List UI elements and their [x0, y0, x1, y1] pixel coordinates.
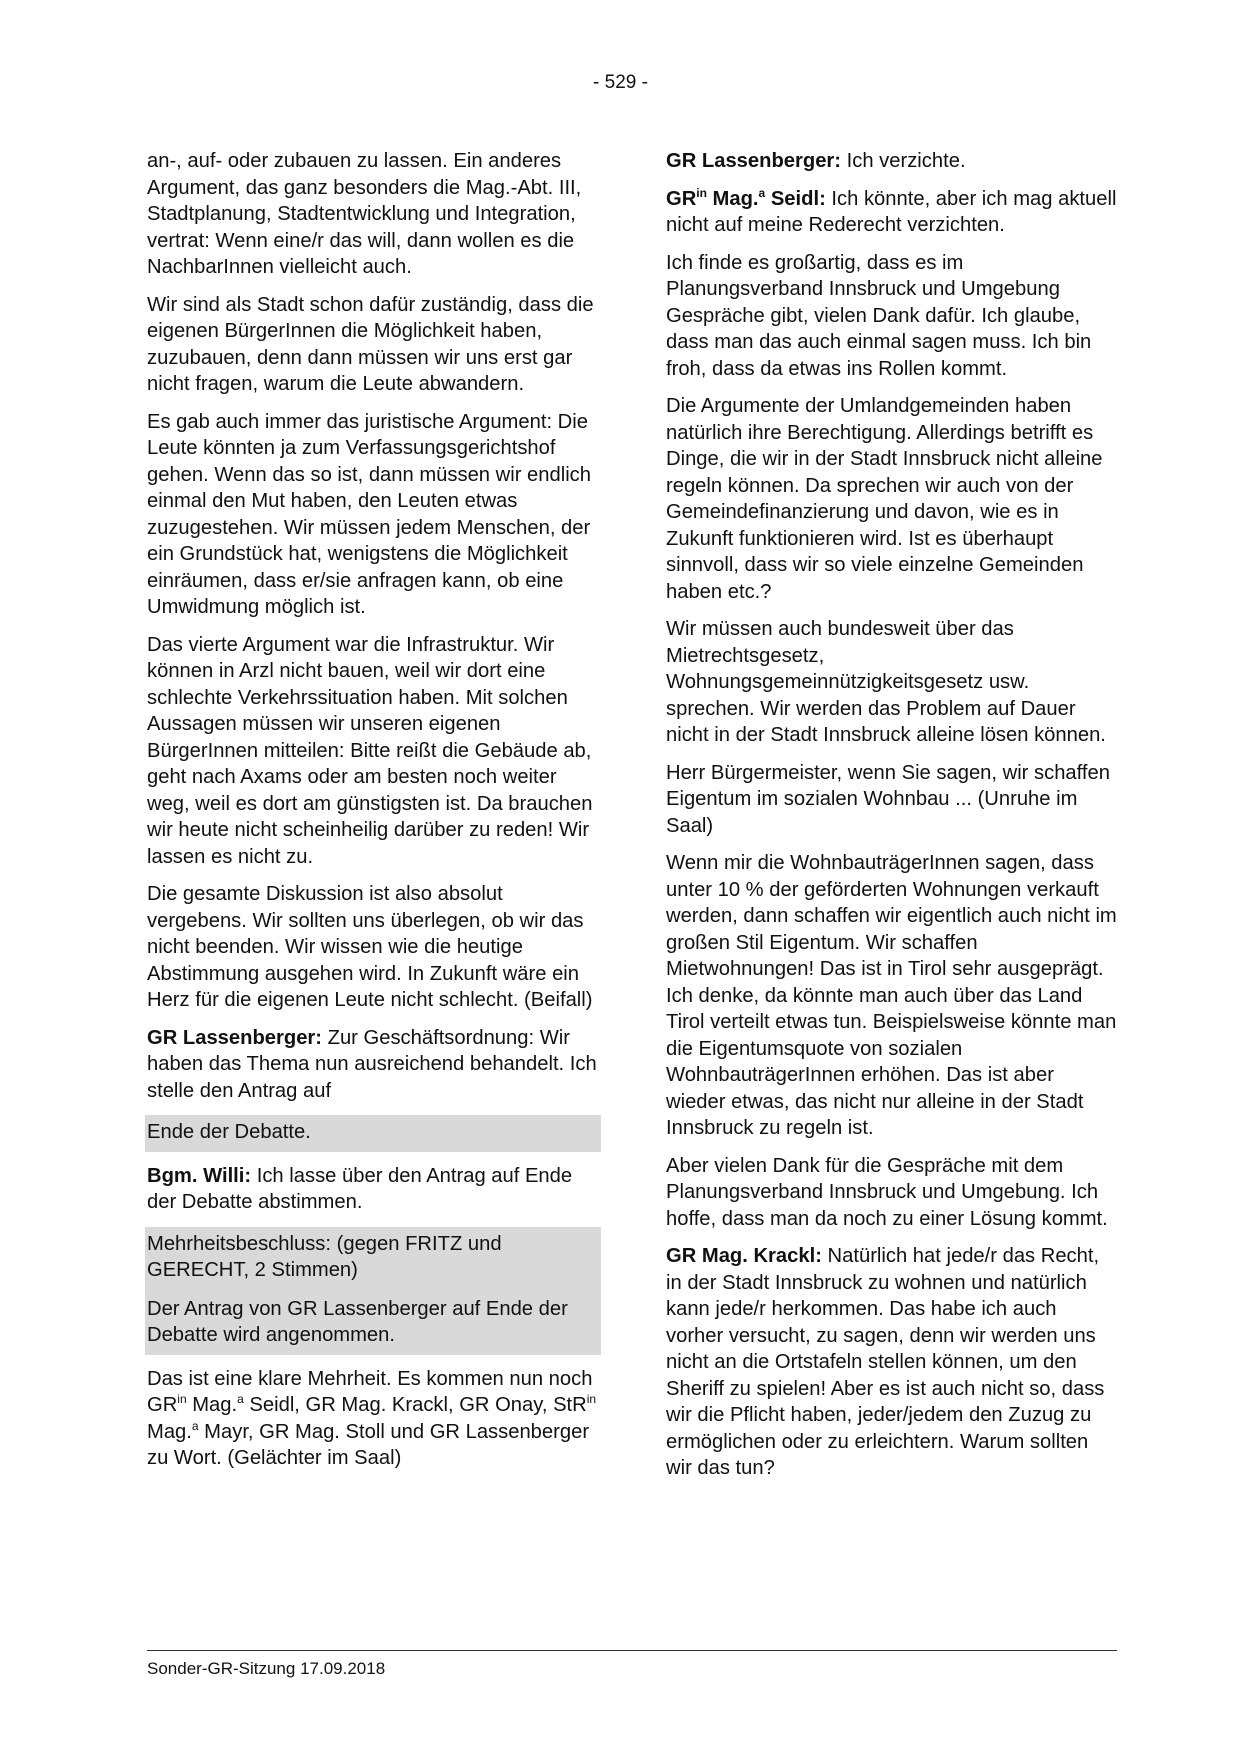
footer-text: Sonder-GR-Sitzung 17.09.2018 [147, 1659, 386, 1678]
paragraph: Wenn mir die WohnbauträgerInnen sagen, dass unter 10 % der geförderten Wohnungen verkauft werden, dann schaffen wir eigentlich auch nicht im großen Stil Eigentum. Wir schaffen Mietwohnungen! Das ist in Tirol sehr ausgeprägt. Ich denke, da könnte man auch über das Land Tirol verteilt etwas tun. Beispielsweise könnte man die Eigentumsquote von sozialen WohnbauträgerInnen erhöhen. Das ist aber wieder etwas, das nicht nur alleine in der Stadt Innsbruck zu regeln ist. [666, 852, 1117, 1139]
text: Das ist eine klare Mehrheit. Es kommen nun noch GR [147, 1367, 593, 1416]
highlight-text: Mehrheitsbeschluss: (gegen FRITZ und GERECHT, 2 Stimmen) [147, 1232, 502, 1281]
speech-paragraph [147, 1025, 599, 1105]
paragraph: Wir müssen auch bundesweit über das Mietrechtsgesetz, Wohnungsgemeinnützigkeitsgesetz usw. sprechen. Wir werden das Problem auf Dauer nicht in der Stadt Innsbruck alleine lösen können. [666, 618, 1106, 746]
speaker-name [666, 185, 826, 210]
speech-text: Ich könnte, aber ich mag aktuell nicht auf meine Rederecht verzichten. [666, 187, 1117, 236]
paragraph: Es gab auch immer das juristische Argument: Die Leute könnten ja zum Verfassungsgerichtshof gehen. Wenn das so ist, dann müssen wir endlich einmal den Mut haben, den Leuten etwas zuzugestehen. Wir müssen jedem Menschen, der ein Grundstück hat, wenigstens die Möglichkeit einräumen, dass er/sie anfragen kann, ob eine Umwidmung möglich ist. [147, 410, 592, 618]
right-column [666, 148, 1118, 1493]
text: Mag. [147, 1420, 192, 1443]
paragraph [147, 1366, 599, 1472]
superscript: a [758, 185, 766, 200]
speech-paragraph [666, 1243, 1118, 1482]
text: Mayr, GR Mag. Stoll und GR Lassenberger zu Wort. (Gelächter im Saal) [147, 1420, 590, 1469]
paragraph: an-, auf- oder zubauen zu lassen. Ein anderes Argument, das ganz besonders die Mag.-Abt. III, Stadtplanung, Stadtentwicklung und Integration, vertrat: Wenn eine/r das will, dann wollen es die NachbarInnen vielleicht auch. [147, 150, 582, 278]
superscript: a [237, 1392, 244, 1406]
page-number: - 529 - [593, 72, 648, 93]
paragraph: Die gesamte Diskussion ist also absolut vergebens. Wir sollten uns überlegen, ob wir das nicht beenden. Wir wissen wie die heutige Abstimmung ausgehen wird. In Zukunft wäre ein Herz für die eigenen Leute nicht schlecht. (Beifall) [147, 883, 593, 1011]
highlight-text: Der Antrag von GR Lassenberger auf Ende der Debatte wird angenommen. [147, 1297, 568, 1346]
superscript: in [696, 185, 707, 200]
speech-text: Ich verzichte. [841, 150, 966, 172]
text: GR [666, 187, 697, 210]
highlight-resolution [145, 1227, 601, 1355]
speaker-name: Bgm. Willi: [147, 1164, 252, 1187]
paragraph: Ich finde es großartig, dass es im Planungsverband Innsbruck und Umgebung Gespräche gibt, vielen Dank dafür. Ich glaube, dass man das auch einmal sagen muss. Ich bin froh, dass da etwas ins Rollen kommt. [666, 251, 1092, 380]
paragraph: Die Argumente der Umlandgemeinden haben natürlich ihre Berechtigung. Allerdings betrifft es Dinge, die wir in der Stadt Innsbruck nicht alleine regeln können. Da sprechen wir auch von der Gemeindefinanzierung und davon, wie es in Zukunft funktionieren wird. Ist es überhaupt sinnvoll, dass wir so viele einzelne Gemeinden haben etc.? [666, 395, 1103, 603]
speaker-name: GR Mag. Krackl: [666, 1245, 822, 1267]
speech-paragraph [666, 186, 1118, 239]
text: Seidl: [765, 187, 826, 210]
superscript: in [586, 1392, 597, 1406]
superscript: in [177, 1392, 187, 1406]
footer-divider [147, 1650, 1117, 1651]
text: Mag. [706, 187, 759, 210]
speech-text: Ich lasse über den Antrag auf Ende der Debatte abstimmen. [147, 1164, 573, 1213]
speaker-name: GR Lassenberger: [147, 1026, 323, 1049]
speech-text: Natürlich hat jede/r das Recht, in der Stadt Innsbruck zu wohnen und natürlich kann jede/r herkommen. Das habe ich auch vorher versucht, zu sagen, denn wir werden uns nicht an die Ortstafeln stellen können, um den Sheriff zu spielen! Aber es ist auch nicht so, dass wir die Pflicht haben, jeder/jedem den Zuzug zu ermöglichen oder zu erleichtern. Warum sollten wir das tun? [666, 1245, 1105, 1479]
highlight-motion [145, 1115, 601, 1152]
speech-text: Zur Geschäftsordnung: Wir haben das Thema nun ausreichend behandelt. Ich stelle den Antrag auf [147, 1026, 597, 1102]
text: Mag. [186, 1394, 238, 1416]
text: Seidl, GR Mag. Krackl, GR Onay, StR [243, 1394, 587, 1416]
speech-paragraph [147, 1163, 599, 1216]
speaker-name: GR Lassenberger: [666, 150, 842, 172]
superscript: a [191, 1418, 199, 1433]
speech-paragraph [666, 148, 1118, 175]
highlight-text: Ende der Debatte. [147, 1121, 311, 1143]
paragraph: Herr Bürgermeister, wenn Sie sagen, wir schaffen Eigentum im sozialen Wohnbau ... (Unruhe im Saal) [666, 761, 1110, 837]
left-column [147, 148, 599, 1483]
paragraph: Aber vielen Dank für die Gespräche mit dem Planungsverband Innsbruck und Umgebung. Ich hoffe, dass man da noch zu einer Lösung kommt. [666, 1154, 1108, 1230]
paragraph: Wir sind als Stadt schon dafür zuständig, dass die eigenen BürgerInnen die Möglichkeit haben, zuzubauen, denn dann müssen wir uns erst gar nicht fragen, warum die Leute abwandern. [147, 293, 594, 395]
paragraph: Das vierte Argument war die Infrastruktur. Wir können in Arzl nicht bauen, weil wir dort eine schlechte Verkehrssituation haben. Mit solchen Aussagen müssen wir unseren eigenen BürgerInnen mitteilen: Bitte reißt die Gebäude ab, geht nach Axams oder am besten noch weiter weg, weil es dort am günstigsten ist. Da brauchen wir heute nicht scheinheilig darüber zu reden! Wir lassen es nicht zu. [147, 633, 593, 868]
